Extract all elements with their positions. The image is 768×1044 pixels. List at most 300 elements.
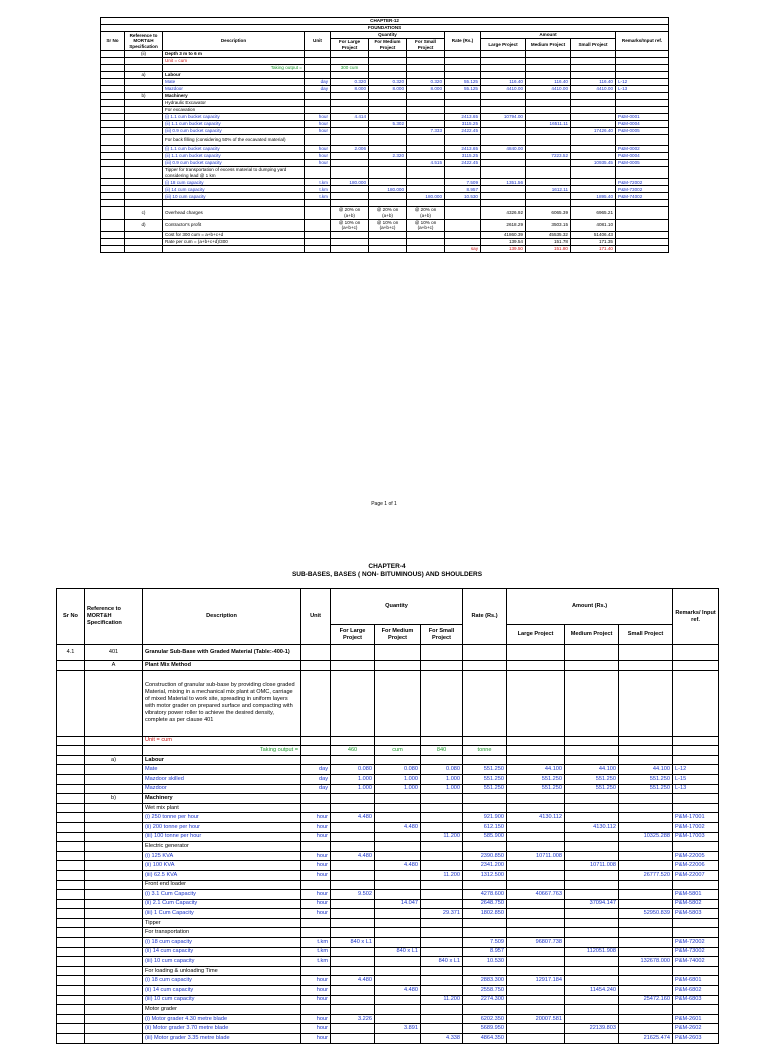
table-cell — [616, 51, 669, 58]
table-cell: (i) 1.1 cum bucket capacity — [163, 114, 305, 121]
table-cell — [616, 231, 669, 238]
table-cell — [331, 842, 375, 852]
table-cell — [421, 966, 463, 976]
table-cell — [101, 58, 125, 65]
table-cell — [619, 986, 673, 996]
table-cell: 2618.29 — [481, 219, 526, 231]
table-cell: (ii) 100 KVA — [143, 861, 301, 871]
table-cell: 4410.00 — [571, 86, 616, 93]
table-cell: P&M-6802 — [673, 986, 719, 996]
table-cell — [565, 938, 619, 948]
table-cell — [57, 995, 85, 1005]
table-cell — [526, 100, 571, 107]
table-cell: @ 10% on (a+b+c) — [331, 219, 369, 231]
table-cell — [375, 880, 421, 890]
table-cell: 52950.839 — [619, 909, 673, 919]
table-cell — [375, 803, 421, 813]
table-cell — [331, 880, 375, 890]
table-cell: P&M-17002 — [673, 822, 719, 832]
table-cell — [57, 899, 85, 909]
table-cell — [331, 966, 375, 976]
table-cell: 11.200 — [421, 832, 463, 842]
table-cell — [616, 219, 669, 231]
table-cell — [565, 995, 619, 1005]
table-cell — [565, 880, 619, 890]
table-cell — [125, 179, 163, 186]
table-cell: 8.957 — [445, 186, 481, 193]
table-cell — [85, 986, 143, 996]
table-cell: L-13 — [616, 86, 669, 93]
table-cell — [101, 114, 125, 121]
table-cell: 2.320 — [369, 153, 407, 160]
table-cell: (ii) 14 cum capacity — [143, 986, 301, 996]
table-cell — [125, 86, 163, 93]
table-row — [57, 966, 719, 976]
table-cell — [101, 238, 125, 245]
table-cell — [101, 72, 125, 79]
table-cell — [331, 153, 369, 160]
table-cell — [526, 51, 571, 58]
table-cell: (ii) 14 cum capacity — [163, 186, 305, 193]
table-cell — [331, 160, 369, 167]
table-cell — [301, 1005, 331, 1015]
table-cell — [101, 100, 125, 107]
table-row — [101, 146, 669, 153]
table-cell — [673, 661, 719, 671]
table-cell — [526, 179, 571, 186]
table-cell — [125, 58, 163, 65]
table-cell: t.km — [301, 938, 331, 948]
table-cell: Hydraulic Excavator — [163, 100, 305, 107]
table-cell — [101, 186, 125, 193]
table-cell — [163, 245, 305, 252]
table-cell: 2558.750 — [463, 986, 507, 996]
table-cell — [463, 1005, 507, 1015]
table-cell — [331, 794, 375, 804]
table-cell — [526, 58, 571, 65]
table-cell: 4.480 — [331, 813, 375, 823]
table-cell: For loading & unloading Time — [143, 966, 301, 976]
table-cell — [101, 65, 125, 72]
table-cell — [421, 755, 463, 765]
table-cell: 45535.32 — [526, 231, 571, 238]
table-cell — [101, 128, 125, 135]
table-cell — [85, 957, 143, 967]
table-cell — [57, 947, 85, 957]
table-cell — [445, 200, 481, 207]
table-cell — [125, 128, 163, 135]
table-cell — [507, 794, 565, 804]
table-cell: For excavation — [163, 107, 305, 114]
table-row — [57, 1005, 719, 1015]
table-cell — [571, 135, 616, 146]
table-row — [101, 72, 669, 79]
table-cell — [616, 93, 669, 100]
table-cell: 551.250 — [565, 774, 619, 784]
table-cell — [331, 128, 369, 135]
table-cell — [85, 918, 143, 928]
table-cell — [673, 803, 719, 813]
table-cell — [85, 736, 143, 746]
chapter-4-heading — [56, 563, 718, 579]
table-cell: Contractor's profit — [163, 219, 305, 231]
table-cell — [407, 65, 445, 72]
table-row — [57, 813, 719, 823]
table-cell — [673, 880, 719, 890]
table-cell — [85, 832, 143, 842]
table-cell — [331, 238, 369, 245]
table-cell: (i) 1.1 cum bucket capacity — [163, 146, 305, 153]
table-row — [57, 784, 719, 794]
table-cell — [445, 219, 481, 231]
table-cell — [421, 661, 463, 671]
table-cell: 171.40 — [571, 245, 616, 252]
table-cell — [565, 928, 619, 938]
header-desc: Description — [143, 589, 301, 645]
table-cell: t.km — [305, 193, 331, 200]
table-cell — [507, 755, 565, 765]
header-qty-medium: For Medium Project — [369, 39, 407, 51]
table-cell: 4130.112 — [565, 822, 619, 832]
table-cell — [301, 645, 331, 661]
table-cell: hour — [305, 128, 331, 135]
table-row — [57, 670, 719, 736]
table-cell: 7.509 — [463, 938, 507, 948]
header-qty-large: For Large Project — [331, 625, 375, 645]
table-cell — [507, 861, 565, 871]
table-cell: @ 10% on (a+b+c) — [369, 219, 407, 231]
header-amount: Amount (Rs.) — [507, 589, 673, 625]
table-cell: a) — [85, 755, 143, 765]
table-row — [57, 794, 719, 804]
table-cell: 3115.25 — [445, 121, 481, 128]
table-cell — [421, 938, 463, 948]
table-cell — [507, 966, 565, 976]
table-cell — [305, 51, 331, 58]
table-row — [101, 179, 669, 186]
table-cell — [571, 200, 616, 207]
table-cell — [481, 153, 526, 160]
table-cell: 11.200 — [421, 870, 463, 880]
table-row — [101, 160, 669, 167]
table-cell: b) — [125, 93, 163, 100]
table-cell: 551.250 — [619, 784, 673, 794]
table-cell: (i) 3.1 Cum Capacity — [143, 890, 301, 900]
table-cell: 44.100 — [619, 765, 673, 775]
table-cell — [565, 1014, 619, 1024]
table-row — [57, 746, 719, 756]
table-cell: hour — [305, 114, 331, 121]
table-row — [57, 755, 719, 765]
table-cell: 20007.581 — [507, 1014, 565, 1024]
table-cell — [101, 79, 125, 86]
table-cell — [507, 918, 565, 928]
header-sr: Sr No — [101, 32, 125, 51]
table-row — [57, 822, 719, 832]
table-cell — [125, 160, 163, 167]
table-cell: @ 10% on (a+b+c) — [407, 219, 445, 231]
table-cell: Unit = cum — [163, 58, 305, 65]
table-row — [101, 245, 669, 252]
table-cell: 1351.56 — [481, 179, 526, 186]
table-cell: P&M-0004 — [616, 153, 669, 160]
header-ref: Reference to MORT&H Specification — [85, 589, 143, 645]
table-cell — [331, 670, 375, 736]
table-cell — [481, 128, 526, 135]
table-cell — [101, 179, 125, 186]
table-cell — [305, 207, 331, 219]
table-cell: b) — [85, 794, 143, 804]
table-cell — [85, 909, 143, 919]
table-cell: 4.480 — [331, 851, 375, 861]
table-cell — [407, 135, 445, 146]
table-row — [101, 107, 669, 114]
table-cell: (i) 18 cum capacity — [163, 179, 305, 186]
table-cell: hour — [305, 153, 331, 160]
table-cell: 10935.45 — [571, 160, 616, 167]
table-cell: t.km — [301, 947, 331, 957]
table-cell: Wet mix plant — [143, 803, 301, 813]
table-cell — [481, 121, 526, 128]
table-cell — [85, 851, 143, 861]
table-cell — [125, 65, 163, 72]
table-row — [101, 121, 669, 128]
table-cell — [85, 976, 143, 986]
table-cell — [445, 167, 481, 179]
table-cell — [481, 200, 526, 207]
table-cell — [507, 909, 565, 919]
table-cell: 4.480 — [375, 861, 421, 871]
header-amt-small: Small Project — [571, 39, 616, 51]
table-cell — [125, 135, 163, 146]
table-cell — [85, 1024, 143, 1034]
table-cell: Tipper for transportation of excess material to dumping yard considering lead @ 1 km — [163, 167, 305, 179]
table-cell — [369, 193, 407, 200]
chapter-title: CHAPTER-12 — [101, 18, 669, 25]
table-cell — [369, 128, 407, 135]
table-cell — [507, 736, 565, 746]
table-cell: 16511.11 — [526, 121, 571, 128]
table-cell: hour — [301, 832, 331, 842]
table-cell — [481, 58, 526, 65]
table-cell: 840 x L1 — [331, 938, 375, 948]
table-cell — [331, 832, 375, 842]
table-cell: 460 — [331, 746, 375, 756]
table-cell: (ii) 1.1 cum bucket capacity — [163, 153, 305, 160]
table-cell — [445, 207, 481, 219]
table-cell — [375, 918, 421, 928]
table-cell: 21625.474 — [619, 1034, 673, 1044]
table-cell: 5689.950 — [463, 1024, 507, 1034]
table-cell — [331, 661, 375, 671]
table-cell — [331, 909, 375, 919]
table-cell — [305, 167, 331, 179]
section-title: FOUNDATIONS — [101, 25, 669, 32]
table-cell: hour — [301, 1024, 331, 1034]
table-cell — [369, 135, 407, 146]
table-cell: hour — [305, 160, 331, 167]
table-cell — [407, 167, 445, 179]
table-cell — [571, 167, 616, 179]
table-cell: hour — [305, 146, 331, 153]
table-cell: Plant Mix Method — [143, 661, 301, 671]
table-cell — [375, 832, 421, 842]
table-row — [57, 661, 719, 671]
table-cell — [369, 200, 407, 207]
table-cell — [57, 1024, 85, 1034]
table-cell — [481, 160, 526, 167]
table-cell: day — [301, 774, 331, 784]
table-cell — [463, 928, 507, 938]
table-cell — [463, 794, 507, 804]
table-cell — [481, 167, 526, 179]
table-cell: 22139.803 — [565, 1024, 619, 1034]
table-cell — [125, 146, 163, 153]
header-unit: Unit — [305, 32, 331, 51]
table-cell — [463, 661, 507, 671]
table-cell — [57, 966, 85, 976]
table-row — [101, 79, 669, 86]
table-cell: @ 20% on (a+b) — [331, 207, 369, 219]
table-cell: 139.54 — [481, 238, 526, 245]
table-cell: 0.320 — [407, 79, 445, 86]
table-cell — [375, 870, 421, 880]
table-cell — [375, 957, 421, 967]
table-cell: 551.250 — [463, 784, 507, 794]
table-cell: Motor grader — [143, 1005, 301, 1015]
table-cell: 4.480 — [375, 822, 421, 832]
table-cell: day — [301, 784, 331, 794]
table-row — [57, 870, 719, 880]
table-cell — [305, 58, 331, 65]
table-cell — [331, 167, 369, 179]
table-cell: 3503.15 — [526, 219, 571, 231]
table-cell: 7223.52 — [526, 153, 571, 160]
table-cell — [507, 1034, 565, 1044]
table-cell: 4864.350 — [463, 1034, 507, 1044]
table-cell: Machinery — [143, 794, 301, 804]
table-cell — [125, 79, 163, 86]
table-cell — [421, 645, 463, 661]
table-cell — [507, 870, 565, 880]
table-cell: (ii) Motor grader 3.70 metre blade — [143, 1024, 301, 1034]
table-cell: Tipper — [143, 918, 301, 928]
table-cell — [673, 670, 719, 736]
table-cell — [125, 193, 163, 200]
table-cell — [407, 93, 445, 100]
table-cell: P&M-72002 — [616, 179, 669, 186]
table-row — [101, 193, 669, 200]
table-cell — [565, 976, 619, 986]
table-cell: 3.891 — [375, 1024, 421, 1034]
table-cell: L-12 — [673, 765, 719, 775]
table-cell: 2883.300 — [463, 976, 507, 986]
table-cell — [101, 86, 125, 93]
table-cell: 44.100 — [507, 765, 565, 775]
table-cell: Construction of granular sub-base by providing close graded Material, mixing in a mechanical mix plant at OMC, carriage of mixed Material to work site, spreading in uniform layers with motor grader on prepared surface and compacting with vibratory power roller to achieve the desired density, complete as per clause 401 — [143, 670, 301, 736]
table-cell — [85, 822, 143, 832]
table-row — [57, 909, 719, 919]
header-amt-large: Large Project — [507, 625, 565, 645]
table-cell — [619, 746, 673, 756]
table-cell: P&M-22005 — [673, 851, 719, 861]
table-cell: 10794.00 — [481, 114, 526, 121]
table-cell — [331, 947, 375, 957]
table-cell — [421, 822, 463, 832]
table-cell — [571, 186, 616, 193]
table-row — [101, 231, 669, 238]
table-cell: 3115.25 — [445, 153, 481, 160]
table-row — [101, 114, 669, 121]
table-cell — [407, 231, 445, 238]
table-cell — [565, 661, 619, 671]
table-cell — [673, 966, 719, 976]
table-cell — [619, 947, 673, 957]
table-cell: 2413.65 — [445, 146, 481, 153]
table-row — [57, 995, 719, 1005]
table-cell: Cost for 300 cum = a+b+c+d — [163, 231, 305, 238]
table-cell — [421, 918, 463, 928]
table-cell: 585.900 — [463, 832, 507, 842]
table-cell: P&M-17003 — [673, 832, 719, 842]
table-cell — [481, 51, 526, 58]
table-cell — [526, 65, 571, 72]
table-cell: (i) Motor grader 4.30 metre blade — [143, 1014, 301, 1024]
table-cell: Overhead charges — [163, 207, 305, 219]
table-cell: say — [445, 245, 481, 252]
table-cell — [101, 93, 125, 100]
table-cell: (iii) 0.9 cum bucket capacity — [163, 160, 305, 167]
table-cell — [101, 107, 125, 114]
table-cell — [125, 245, 163, 252]
table-cell — [369, 245, 407, 252]
table-cell: P&M-22007 — [673, 870, 719, 880]
table-cell — [619, 918, 673, 928]
table-cell: Unit = cum — [143, 736, 301, 746]
table-cell — [57, 661, 85, 671]
table-cell: (iii) 62.5 KVA — [143, 870, 301, 880]
table-cell: 40667.763 — [507, 890, 565, 900]
table-cell — [375, 755, 421, 765]
table-cell — [673, 746, 719, 756]
table-cell — [369, 51, 407, 58]
header-remarks: Remarks/Input ref. — [616, 32, 669, 51]
table-cell — [101, 121, 125, 128]
table-cell — [125, 153, 163, 160]
table-cell: L-13 — [673, 784, 719, 794]
table-cell — [421, 928, 463, 938]
table-cell — [101, 153, 125, 160]
table-cell — [616, 167, 669, 179]
table-cell — [85, 813, 143, 823]
table-row — [57, 1014, 719, 1024]
table-cell — [125, 114, 163, 121]
table-cell: 2390.850 — [463, 851, 507, 861]
table-cell — [526, 107, 571, 114]
table-cell — [85, 765, 143, 775]
table-cell — [407, 238, 445, 245]
table-cell — [507, 928, 565, 938]
table-cell: Front end loader — [143, 880, 301, 890]
table-cell — [375, 736, 421, 746]
table-cell: 12917.184 — [507, 976, 565, 986]
table-cell — [375, 645, 421, 661]
table-cell: 25472.160 — [619, 995, 673, 1005]
table-cell: @ 20% on (a+b) — [407, 207, 445, 219]
table-cell: 112051.908 — [565, 947, 619, 957]
table-cell — [463, 803, 507, 813]
table-cell — [85, 774, 143, 784]
